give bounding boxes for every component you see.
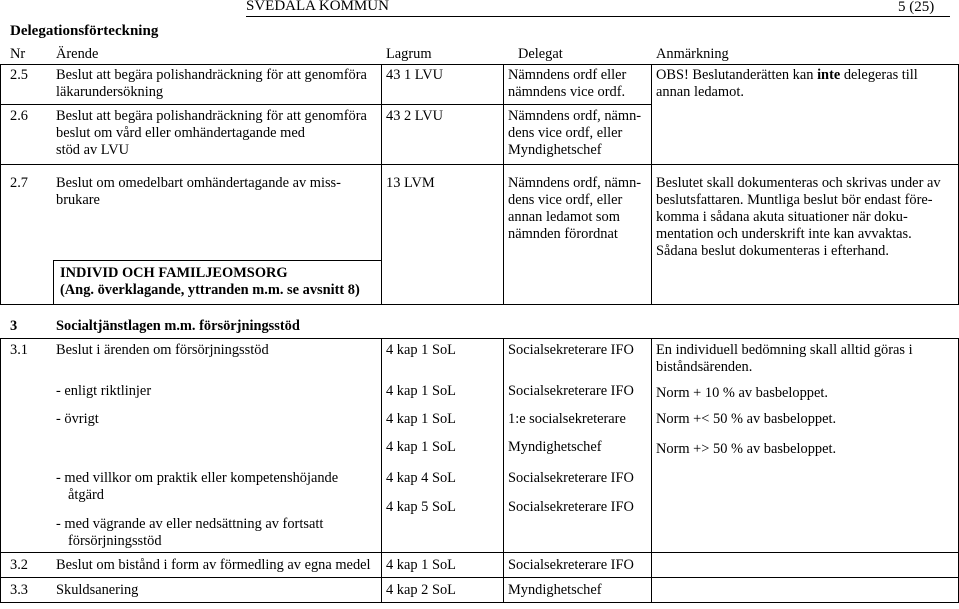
row-2-5-anm-1: OBS! Beslutanderätten kan inte delegeras till — [656, 67, 918, 83]
row-2-5-delegat-2: nämndens vice ordf. — [508, 84, 626, 100]
sub-ovrigt-anm: Norm +< 50 % av basbeloppet. — [656, 411, 837, 427]
grid-row-31 — [0, 552, 959, 553]
sub-vagrande-label-1: - med vägrande av eller nedsättning av fortsatt — [56, 516, 324, 532]
sub-vagrande-lagrum: 4 kap 5 SoL — [386, 499, 456, 515]
row-2-5-nr: 2.5 — [10, 67, 28, 83]
row-2-5-lagrum: 43 1 LVU — [386, 67, 444, 83]
row-2-6-nr: 2.6 — [10, 108, 28, 124]
individ-subtitle: (Ang. överklagande, yttranden m.m. se avsnitt 8) — [60, 282, 360, 298]
row-3-1-lagrum: 4 kap 1 SoL — [386, 342, 456, 358]
row-3-3-arende: Skuldsanering — [56, 582, 139, 598]
sub-vagrande-delegat: Socialsekreterare IFO — [508, 499, 634, 515]
sub-myndighet-anm: Norm +> 50 % av basbeloppet. — [656, 441, 837, 457]
row-2-6-delegat-2: dens vice ordf, eller — [508, 125, 623, 141]
sub-myndighet-lagrum: 4 kap 1 SoL — [386, 439, 456, 455]
sub-riktlinjer-label: - enligt riktlinjer — [56, 383, 152, 399]
row-2-6-lagrum: 43 2 LVU — [386, 108, 444, 124]
grid-row-27 — [0, 304, 959, 305]
organization-name: SVEDALA KOMMUN — [246, 0, 389, 14]
page-number: 5 (25) — [898, 0, 935, 15]
row-3-2-nr: 3.2 — [10, 557, 28, 573]
row-3-3-delegat: Myndighetschef — [508, 582, 602, 598]
sub-villkor-delegat: Socialsekreterare IFO — [508, 470, 634, 486]
sub-ovrigt-label: - övrigt — [56, 411, 99, 427]
grid-row-32 — [0, 577, 959, 578]
row-2-7-delegat-3: annan ledamot som — [508, 209, 620, 225]
section-3-title: Socialtjänstlagen m.m. försörjningsstöd — [56, 318, 300, 334]
grid-row-26 — [0, 164, 959, 165]
column-header-rule — [0, 64, 959, 65]
row-2-7-delegat-4: nämnden förordnat — [508, 226, 618, 242]
sub-riktlinjer-delegat: Socialsekreterare IFO — [508, 383, 634, 399]
col-anmarkning: Anmärkning — [656, 46, 729, 62]
row-3-1-arende: Beslut i ärenden om försörjningsstöd — [56, 342, 269, 358]
row-3-3-lagrum: 4 kap 2 SoL — [386, 582, 456, 598]
row-3-2-lagrum: 4 kap 1 SoL — [386, 557, 456, 573]
row-3-2-delegat: Socialsekreterare IFO — [508, 557, 634, 573]
individ-box-top — [53, 260, 381, 261]
row-2-6-arende-2: beslut om vård eller omhändertagande med — [56, 125, 305, 141]
row-2-6-arende-3: stöd av LVU — [56, 142, 130, 158]
col-lagrum: Lagrum — [386, 46, 432, 62]
grid-lower-left — [0, 338, 1, 603]
row-3-1-anm-1: En individuell bedömning skall alltid göras i — [656, 342, 913, 358]
row-2-7-arende-2: brukare — [56, 192, 100, 208]
row-2-7-lagrum: 13 LVM — [386, 175, 435, 191]
grid-lower-anm — [651, 338, 652, 603]
sub-riktlinjer-lagrum: 4 kap 1 SoL — [386, 383, 456, 399]
row-2-5-anm-2: annan ledamot. — [656, 84, 744, 100]
sub-villkor-label-2: åtgärd — [68, 487, 104, 503]
row-3-1-nr: 3.1 — [10, 342, 28, 358]
row-3-1-anm-2: biståndsärenden. — [656, 359, 753, 375]
row-2-7-anm-4: mentation och underskrift inte kan avvaktas. — [656, 226, 912, 242]
grid-section3-top — [0, 338, 959, 339]
grid-col-lagrum — [381, 65, 382, 305]
sub-villkor-lagrum: 4 kap 4 SoL — [386, 470, 456, 486]
col-delegat: Delegat — [518, 46, 563, 62]
sub-myndighet-delegat: Myndighetschef — [508, 439, 602, 455]
row-2-6-arende-1: Beslut att begära polishandräckning för att genomföra — [56, 108, 367, 124]
row-2-7-anm-1: Beslutet skall dokumenteras och skrivas under av — [656, 175, 941, 191]
row-2-7-anm-2: beslutsfattaren. Muntliga beslut bör endast före- — [656, 192, 933, 208]
sub-villkor-label-1: - med villkor om praktik eller kompetenshöjande — [56, 470, 339, 486]
row-3-1-delegat: Socialsekreterare IFO — [508, 342, 634, 358]
row-2-6-delegat-3: Myndighetschef — [508, 142, 602, 158]
row-2-5-delegat-1: Nämndens ordf eller — [508, 67, 627, 83]
individ-title: INDIVID OCH FAMILJEOMSORG — [60, 265, 288, 281]
col-arende: Ärende — [56, 46, 99, 62]
sub-ovrigt-delegat: 1:e socialsekreterare — [508, 411, 626, 427]
row-2-7-anm-3: komma i sådana akuta situationer när doku- — [656, 209, 908, 225]
header-rule — [246, 16, 950, 17]
section-3-nr: 3 — [10, 318, 18, 334]
row-2-7-delegat-2: dens vice ordf, eller — [508, 192, 623, 208]
grid-row-33 — [0, 602, 959, 603]
col-nr: Nr — [10, 46, 26, 62]
row-2-5-arende-2: läkarundersökning — [56, 84, 164, 100]
document-title: Delegationsförteckning — [10, 23, 159, 39]
sub-riktlinjer-anm: Norm + 10 % av basbeloppet. — [656, 385, 828, 401]
grid-col-anm — [651, 65, 652, 305]
row-2-7-anm-5: Sådana beslut dokumenteras i efterhand. — [656, 243, 889, 259]
sub-vagrande-label-2: försörjningsstöd — [68, 533, 162, 549]
sub-ovrigt-lagrum: 4 kap 1 SoL — [386, 411, 456, 427]
row-2-7-delegat-1: Nämndens ordf, nämn- — [508, 175, 642, 191]
grid-left — [0, 65, 1, 305]
row-2-7-arende-1: Beslut om omedelbart omhändertagande av miss- — [56, 175, 341, 191]
grid-lower-delegat — [503, 338, 504, 603]
grid-lower-lagrum — [381, 338, 382, 603]
row-3-2-arende: Beslut om bistånd i form av förmedling av egna medel — [56, 557, 371, 573]
grid-col-delegat — [503, 65, 504, 305]
row-3-3-nr: 3.3 — [10, 582, 28, 598]
row-2-5-arende-1: Beslut att begära polishandräckning för att genomföra — [56, 67, 367, 83]
individ-box-left — [53, 260, 54, 304]
row-2-7-nr: 2.7 — [10, 175, 28, 191]
grid-row-25 — [0, 104, 651, 105]
row-2-6-delegat-1: Nämndens ordf, nämn- — [508, 108, 642, 124]
